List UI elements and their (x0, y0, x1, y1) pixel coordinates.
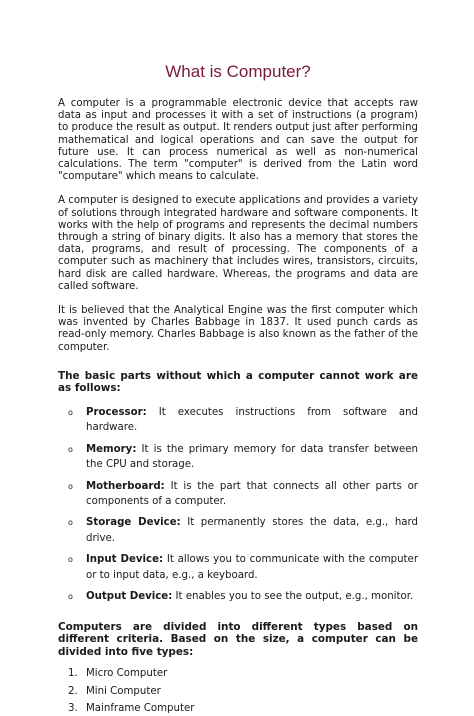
part-description: It is the primary memory for data transfer between the CPU and storage. (86, 443, 418, 471)
part-term: Input Device: (86, 554, 164, 566)
bullet-icon: o (68, 444, 73, 454)
paragraph-history: It is believed that the Analytical Engine was the first computer which was invented by Charles Babbage in 1837. It used punch cards as read-only memory. Charles Babbage is also known as the father of the computer. (58, 305, 418, 353)
bullet-icon: o (68, 408, 73, 418)
part-description: It allows you to communicate with the computer or to input data, e.g., a keyboard. (86, 554, 419, 581)
part-term: Output Device: (86, 591, 173, 603)
part-term: Motherboard: (86, 480, 165, 492)
list-item-motherboard (68, 479, 418, 510)
type-label: Mainframe Computer (86, 703, 195, 715)
bullet-icon: o (68, 518, 73, 528)
list-number: 3. (68, 703, 78, 715)
types-heading: Computers are divided into different types based on different criteria. Based on the size, a computer can be divided into five types: (58, 620, 418, 658)
parts-list (58, 405, 418, 604)
part-term: Memory: (86, 443, 137, 455)
bullet-icon: o (68, 592, 73, 602)
list-item-mainframe-computer (68, 703, 418, 716)
list-number: 2. (68, 685, 78, 697)
list-item-storage-device (68, 515, 418, 546)
parts-heading: The basic parts without which a computer cannot work are as follows: (58, 369, 418, 395)
part-term: Storage Device: (86, 517, 181, 529)
bullet-icon: o (68, 481, 73, 491)
type-label: Mini Computer (86, 685, 161, 697)
list-item-micro-computer (68, 668, 418, 681)
part-description: It executes instructions from software and hardware. (86, 407, 418, 434)
part-description: It is the part that connects all other parts or components of a computer. (86, 480, 418, 508)
list-item-processor (68, 405, 418, 436)
part-description: It enables you to see the output, e.g., monitor. (172, 591, 414, 603)
part-description: It permanently stores the data, e.g., hard drive. (86, 517, 419, 544)
types-list (58, 668, 418, 716)
list-item-output-device (68, 589, 418, 604)
page-title: What is Computer? (165, 62, 311, 81)
list-number: 1. (68, 668, 78, 680)
list-item-mini-computer (68, 686, 418, 699)
paragraph-definition: A computer is a programmable electronic device that accepts raw data as input and processes it with a set of instructions (a program) to produce the result as output. It renders output just after performing mathematical and logical operations and can save the output for future use. It can process numerical as well as non-numerical calculations. The term "computer" is derived from the Latin word "computare" which means to calculate. (58, 98, 418, 183)
part-term: Processor: (86, 407, 147, 419)
list-item-input-device (68, 552, 418, 583)
paragraph-hardware-software: A computer is designed to execute applications and provides a variety of solutions through integrated hardware and software components. It works with the help of programs and represents the decimal numbers through a string of binary digits. It also has a memory that stores the data, programs, and result of processing. The components of a computer such as machinery that includes wires, transistors, circuits, hard disk are called hardware. Whereas, the programs and data are called software. (58, 195, 418, 292)
list-item-memory (68, 442, 418, 473)
type-label: Micro Computer (86, 668, 168, 680)
bullet-icon: o (68, 555, 73, 565)
